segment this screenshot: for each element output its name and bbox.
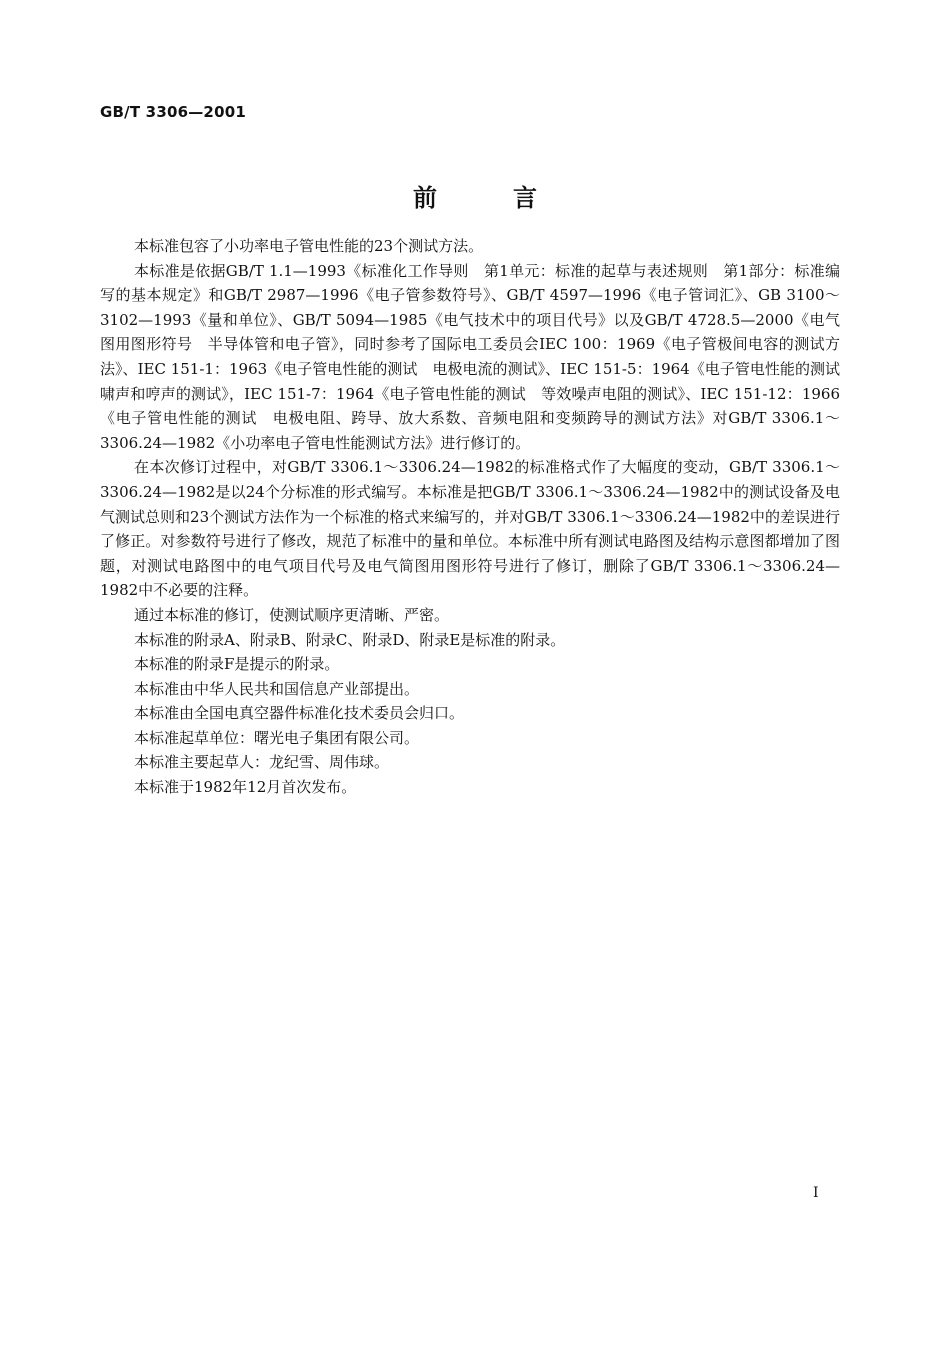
- paragraph: 本标准的附录A、附录B、附录C、附录D、附录E是标准的附录。: [134, 630, 566, 649]
- paragraph: 本标准是依据GB/T 1.1—1993《标准化工作导则 第1单元：标准的起草与表述规则 第1部分：标准编写的基本规定》和GB/T 2987—1996《电子管参数符号》、GB/T 4597—1996《电子管词汇》、GB 3100～3102—1993《量和单位》、GB/T 5094—1985《电气技术中的项目代号》以及GB/T 4728.5—2000《电气图用图形符号 半导体管和电子管》，同时参考了国际电工委员会IEC 100：1969《电子管极间电容的测试方法》、IEC 151-1：1963《电子管电性能的测试 电极电流的测试》、IEC 151-5：1964《电子管电性能的测试 啸声和哼声的测试》，IEC 151-7：1964《电子管电性能的测试 等效噪声电阻的测试》、IEC 151-12：1966《电子管电性能的测试 电极电阻、跨导、放大系数、音频电阻和变频跨导的测试方法》对GB/T 3306.1～3306.24—1982《小功率电子管电性能测试方法》进行修订的。: [100, 261, 856, 452]
- paragraph: 本标准起草单位：曙光电子集团有限公司。: [134, 728, 420, 747]
- paragraph: 在本次修订过程中，对GB/T 3306.1～3306.24—1982的标准格式作了大幅度的变动，GB/T 3306.1～3306.24—1982是以24个分标准的形式编写。本标准是把GB/T 3306.1～3306.24—1982中的测试设备及电气测试总则和23个测试方法作为一个标准的格式来编写的，并对GB/T 3306.1～3306.24—1982中的差误进行了修正。对参数符号进行了修改，规范了标准中的量和单位。本标准中所有测试电路图及结构示意图都增加了图题，对测试电路图中的电气项目代号及电气简图用图形符号进行了修订，删除了GB/T 3306.1～3306.24—1982中不必要的注释。: [100, 458, 840, 600]
- page-number: I: [813, 1185, 819, 1201]
- paragraph: 本标准主要起草人：龙纪雪、周伟球。: [134, 753, 390, 772]
- paragraph: 本标准的附录F是提示的附录。: [134, 655, 340, 674]
- paragraph: 本标准包容了小功率电子管电性能的23个测试方法。: [134, 237, 484, 255]
- paragraph: 本标准于1982年12月首次发布。: [134, 778, 357, 797]
- foreword-body: [100, 234, 856, 800]
- paragraph: 通过本标准的修订，使测试顺序更清晰、严密。: [134, 605, 450, 624]
- page-title: 前言: [413, 183, 613, 212]
- paragraph: 本标准由中华人民共和国信息产业部提出。: [134, 679, 420, 698]
- standard-code: GB/T 3306—2001: [100, 103, 246, 121]
- paragraph: 本标准由全国电真空器件标准化技术委员会归口。: [134, 704, 465, 723]
